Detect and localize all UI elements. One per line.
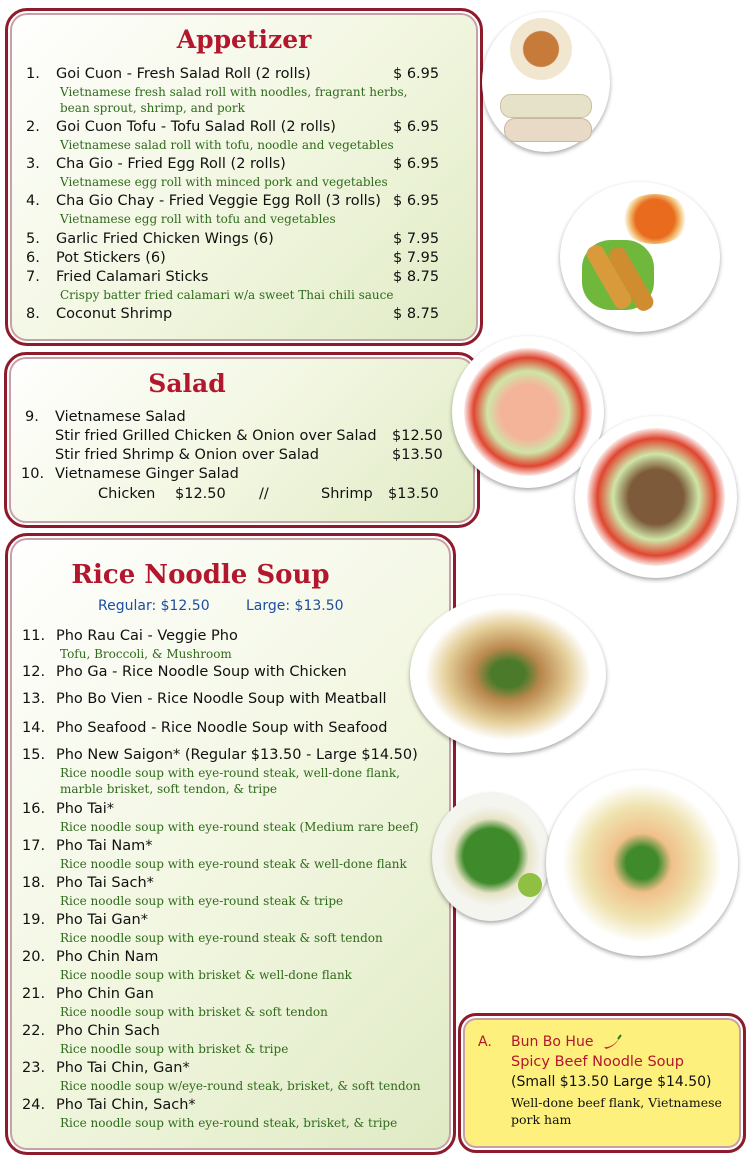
chicken-salad-photo <box>575 416 737 578</box>
seafood-pho-photo <box>546 770 738 956</box>
item-description: Rice noodle soup with eye-round steak, well-done flank, <box>60 766 400 780</box>
item-description: Rice noodle soup with eye-round steak, brisket, & tripe <box>60 1116 398 1130</box>
appetizer-heading: Appetizer <box>176 25 312 54</box>
item-description: Rice noodle soup with brisket & soft tendon <box>60 1005 328 1019</box>
egg-roll-photo <box>560 182 720 332</box>
salad-heading: Salad <box>148 369 226 398</box>
appetizer-panel: Appetizer 1. Goi Cuon - Fresh Salad Roll (2 rolls) $ 6.95 Vietnamese fresh salad roll with noodles, fragrant herbs, bean sprout, shrimp, and pork 2. Goi Cuon Tofu - Tofu Salad Roll (2 rolls) $ 6.95 Vietnamese salad roll with tofu, noodle and vegetables 3. Cha Gio - Fried Egg Roll (2 rolls) $ 6.95 Vietnamese egg roll with minced pork and vegetables 4. Cha Gio Chay - Fried Veggie Egg Roll (3 rolls) $ 6.95 Vietnamese egg roll with tofu and vegetables 5. Garlic Fried Chicken Wings (6) $ 7.95 6. Pot Stickers (6) $ 7.95 7. Fried Calamari Sticks $ 8.75 Crispy batter fried calamari w/a sweet Thai chili sauce 8. Coconut Shrimp $ 8.75 <box>5 8 483 346</box>
soup-heading: Rice Noodle Soup <box>71 560 330 590</box>
item-description: marble brisket, soft tendon, & tripe <box>60 782 277 796</box>
special-letter: A. <box>478 1034 492 1050</box>
special-subtitle: Spicy Beef Noodle Soup <box>511 1054 684 1070</box>
item-description: Rice noodle soup with brisket & well-done flank <box>60 968 352 982</box>
item-description: bean sprout, shrimp, and pork <box>60 101 245 115</box>
large-price: Large: $13.50 <box>246 598 344 614</box>
item-description: Rice noodle soup w/eye-round steak, brisket, & soft tendon <box>60 1079 421 1093</box>
item-description: Vietnamese fresh salad roll with noodles, fragrant herbs, <box>60 85 408 99</box>
item-description: Tofu, Broccoli, & Mushroom <box>60 647 232 661</box>
chili-pepper-icon <box>601 1034 623 1050</box>
item-description: Vietnamese salad roll with tofu, noodle and vegetables <box>60 138 394 152</box>
item-description: Vietnamese egg roll with minced pork and vegetables <box>60 175 388 189</box>
special-prices: (Small $13.50 Large $14.50) <box>511 1074 712 1090</box>
item-description: Rice noodle soup with eye-round steak (Medium rare beef) <box>60 820 419 834</box>
special-name: Bun Bo Hue <box>511 1034 594 1050</box>
salad-panel: Salad 9. Vietnamese Salad Stir fried Grilled Chicken & Onion over Salad $12.50 Stir fried Shrimp & Onion over Salad $13.50 10. Vietnamese Ginger Salad Chicken $12.50 // Shrimp $13.50 <box>4 352 480 528</box>
special-description: pork ham <box>511 1112 572 1127</box>
item-description: Rice noodle soup with eye-round steak & soft tendon <box>60 931 383 945</box>
rice-noodle-soup-panel: Rice Noodle Soup Regular: $12.50 Large: $13.50 11. Pho Rau Cai - Veggie Pho Tofu, Broccoli, & Mushroom 12. Pho Ga - Rice Noodle Soup with Chicken 13. Pho Bo Vien - Rice Noodle Soup with Meatball 14. Pho Seafood - Rice Noodle Soup with Seafood 15. Pho New Saigon* (Regular $13.50 - Large $14.50) Rice noodle soup with eye-round steak, well-done flank, marble brisket, soft tendon, & tripe 16. Pho Tai* Rice noodle soup with eye-round steak (Medium rare beef) 17. Pho Tai Nam* Rice noodle soup with eye-round steak & well-done flank 18. Pho Tai Sach* Rice noodle soup with eye-round steak & tripe 19. Pho Tai Gan* Rice noodle soup with eye-round steak & soft tendon 20. Pho Chin Nam Rice noodle soup with brisket & well-done flank 21. Pho Chin Gan Rice noodle soup with brisket & soft tendon 22. Pho Chin Sach Rice noodle soup with brisket & tripe 23. Pho Tai Chin, Gan* Rice noodle soup w/eye-round steak, brisket, & soft tendon 24. Pho Tai Chin, Sach* Rice noodle soup with eye-round steak, brisket, & tripe <box>5 533 456 1155</box>
bun-bo-hue-panel <box>458 1013 746 1153</box>
item-description: Rice noodle soup with eye-round steak & well-done flank <box>60 857 407 871</box>
special-description: Well-done beef flank, Vietnamese <box>511 1095 722 1110</box>
item-description: Rice noodle soup with eye-round steak & tripe <box>60 894 344 908</box>
salad-roll-photo <box>482 12 610 152</box>
herbs-photo <box>432 793 550 921</box>
item-description: Crispy batter fried calamari w/a sweet Thai chili sauce <box>60 288 394 302</box>
regular-price: Regular: $12.50 <box>98 598 210 614</box>
item-description: Vietnamese egg roll with tofu and vegetables <box>60 212 336 226</box>
pho-bowl-photo <box>410 595 606 753</box>
item-description: Rice noodle soup with brisket & tripe <box>60 1042 289 1056</box>
